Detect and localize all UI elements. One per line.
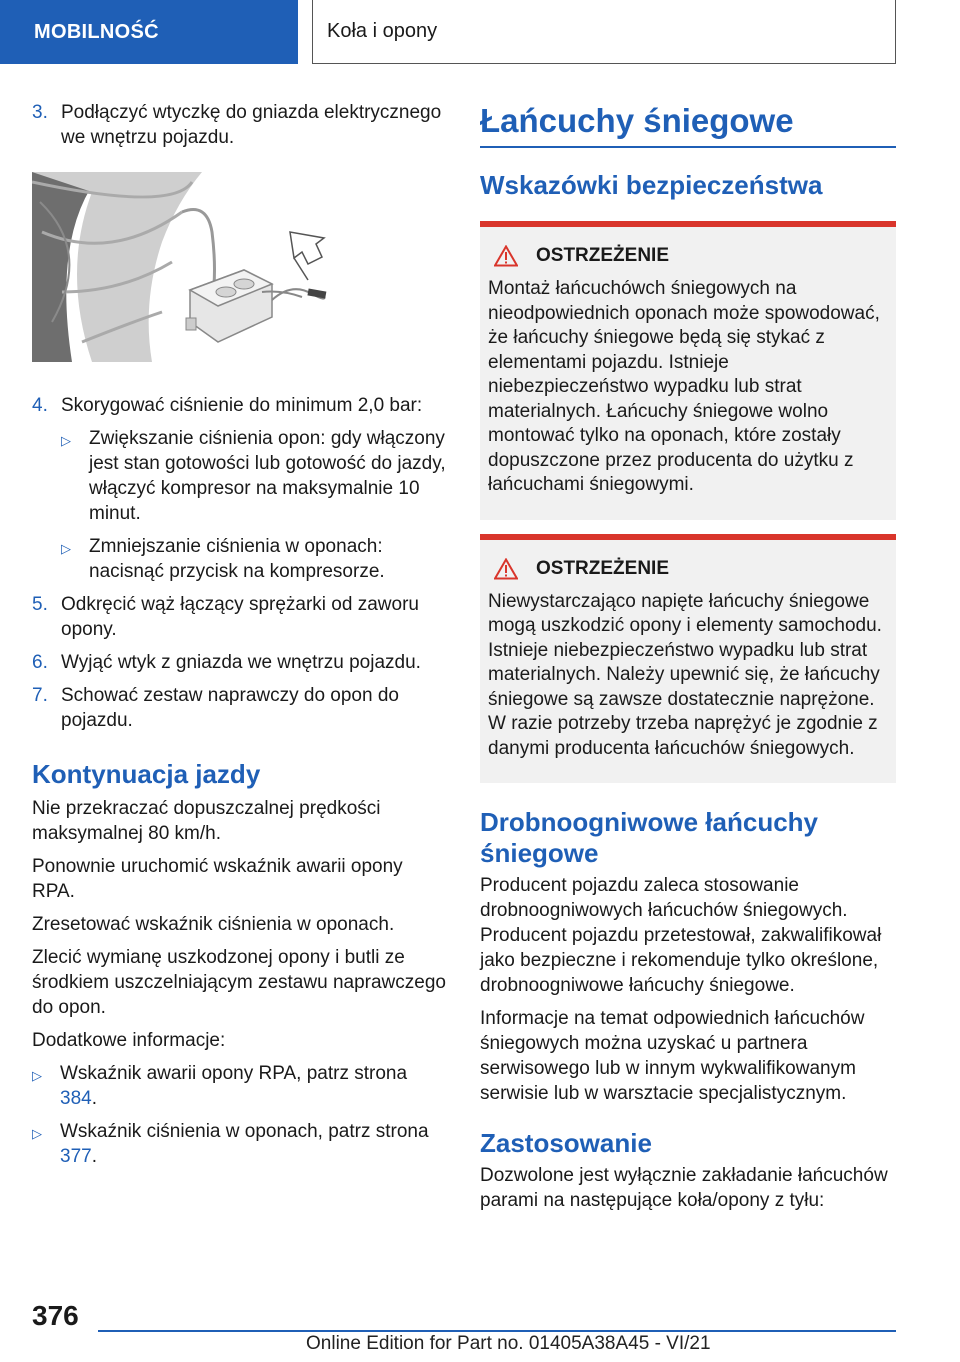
left-column [32,100,448,1177]
fine-chains-paragraph: Producent pojazdu zaleca stosowanie drobnoogniwowych łańcuchów śniegowych. Producent pojazdu przetestował, zakwalifikował jako bezpieczne i rekomenduje tylko określone, drobnoogniwowe łańcuchy śniegowe. [480,875,882,996]
usage-heading: Zastosowanie [480,1128,652,1158]
step-number: 5. [32,594,48,615]
step-text: Skorygować ciśnienie do minimum 2,0 bar: [61,395,423,416]
step-text: Podłączyć wtyczkę do gniazda elektrycznego we wnętrzu pojazdu. [61,102,442,148]
step-text: Odkręcić wąż łączący sprężarki od zaworu opony. [61,594,419,640]
continue-heading: Kontynuacja jazdy [32,759,261,789]
period: . [91,1088,97,1109]
continue-paragraph: Dodatkowe informacje: [32,1030,226,1051]
section-title: Koła i opony [312,0,896,64]
reference-item [32,1061,448,1111]
bullet-text: Zwiększanie ciśnienia opon: gdy włączony jest stan gotowości lub gotowość do jazdy, włączyć kompresor na maksymalnie 10 minut. [89,428,446,524]
warning-text: Niewystarczająco napięte łańcuchy śniegowe mogą uszkodzić opony i elementy samochodu. Istnieje niebezpieczeństwo wypadku lub strat materialnych. Należy upewnić się, że łańcuchy śniegowe są zawsze dostatecznie naprężone. W razie potrzeby trzeba naprężyć je zgodnie z danymi producenta łańcuchów śniegowych. [488,590,882,759]
page-link-384[interactable]: 384 [60,1088,92,1109]
warning-box [480,534,896,784]
warning-label: OSTRZEŻENIE [536,245,670,266]
warning-label: OSTRZEŻENIE [536,557,670,579]
chapter-tab: MOBILNOŚĆ [0,0,298,64]
period: . [91,1146,97,1167]
step-number: 7. [32,685,48,706]
step-4-bullet [61,534,448,584]
usage-paragraph: Dozwolone jest wyłącznie zakładanie łańcuchów parami na następujące koła/opony z tyłu: [480,1165,888,1211]
page-link-377[interactable]: 377 [60,1146,92,1167]
continue-paragraph: Zlecić wymianę uszkodzonej opony i butli ze środkiem uszczelniającym zestawu naprawczego do opon. [32,947,446,1018]
reference-text [60,1061,448,1111]
fine-chains-paragraph: Informacje na temat odpowiednich łańcuchów śniegowych można uzyskać u partnera serwisowego lub w innym wykwalifikowanym serwisie lub w warsztacie specjalistycznym. [480,1008,865,1104]
warning-title [488,245,888,267]
step-text: Schować zestaw naprawczy do opon do pojazdu. [61,685,399,731]
warning-title [488,558,888,580]
step-4-bullet [61,426,448,526]
triangle-bullet-icon: ▷ [61,541,71,556]
fine-chains-heading: Drobnoogniwowe łańcuchy śniegowe [480,807,819,868]
triangle-bullet-icon: ▷ [61,433,71,448]
edition-info: Online Edition for Part no. 01405A38A45 - VI/21 [306,1333,711,1354]
reference-label: Wskaźnik ciśnienia w oponach, patrz strona [60,1121,429,1142]
page-title: Łańcuchy śniegowe [480,100,896,148]
step-text: Wyjąć wtyk z gniazda we wnętrzu pojazdu. [61,652,421,673]
tire-compressor-figure [32,172,448,362]
step-3 [32,100,448,150]
reference-item [32,1119,448,1169]
step-number: 6. [32,652,48,673]
step-7 [32,683,448,733]
step-5 [32,592,448,642]
step-number: 4. [32,395,48,416]
triangle-bullet-icon: ▷ [32,1068,42,1083]
warning-text: Montaż łańcuchówch śniegowych na nieodpowiednich oponach może spowodować, że łańcuchy śniegowe będą się stykać z elementami pojazdu. Istnieje niebezpieczeństwo wypadku lub strat materialnych. Łańcuchy śniegowe wolno montować tylko na oponach, które zostały dopuszczone przez producenta do użytku z łańcuchami śniegowymi. [488,278,880,495]
right-column [480,100,896,1213]
triangle-bullet-icon: ▷ [32,1126,42,1141]
warning-triangle-icon [494,558,518,580]
page-number: 376 [32,1300,79,1331]
reference-label: Wskaźnik awarii opony RPA, patrz strona [60,1063,408,1084]
step-4 [32,393,448,418]
continue-paragraph: Ponownie uruchomić wskaźnik awarii opony RPA. [32,856,403,902]
continue-paragraph: Zresetować wskaźnik ciśnienia w oponach. [32,914,395,935]
safety-heading: Wskazówki bezpieczeństwa [480,170,823,200]
footer-divider [98,1330,896,1332]
step-number: 3. [32,102,48,123]
warning-box [480,221,896,520]
warning-triangle-icon [494,245,518,267]
bullet-text: Zmniejszanie ciśnienia w oponach: nacisnąć przycisk na kompresorze. [89,536,385,582]
reference-text [60,1119,448,1169]
step-6 [32,650,448,675]
continue-paragraph: Nie przekraczać dopuszczalnej prędkości maksymalnej 80 km/h. [32,798,381,844]
